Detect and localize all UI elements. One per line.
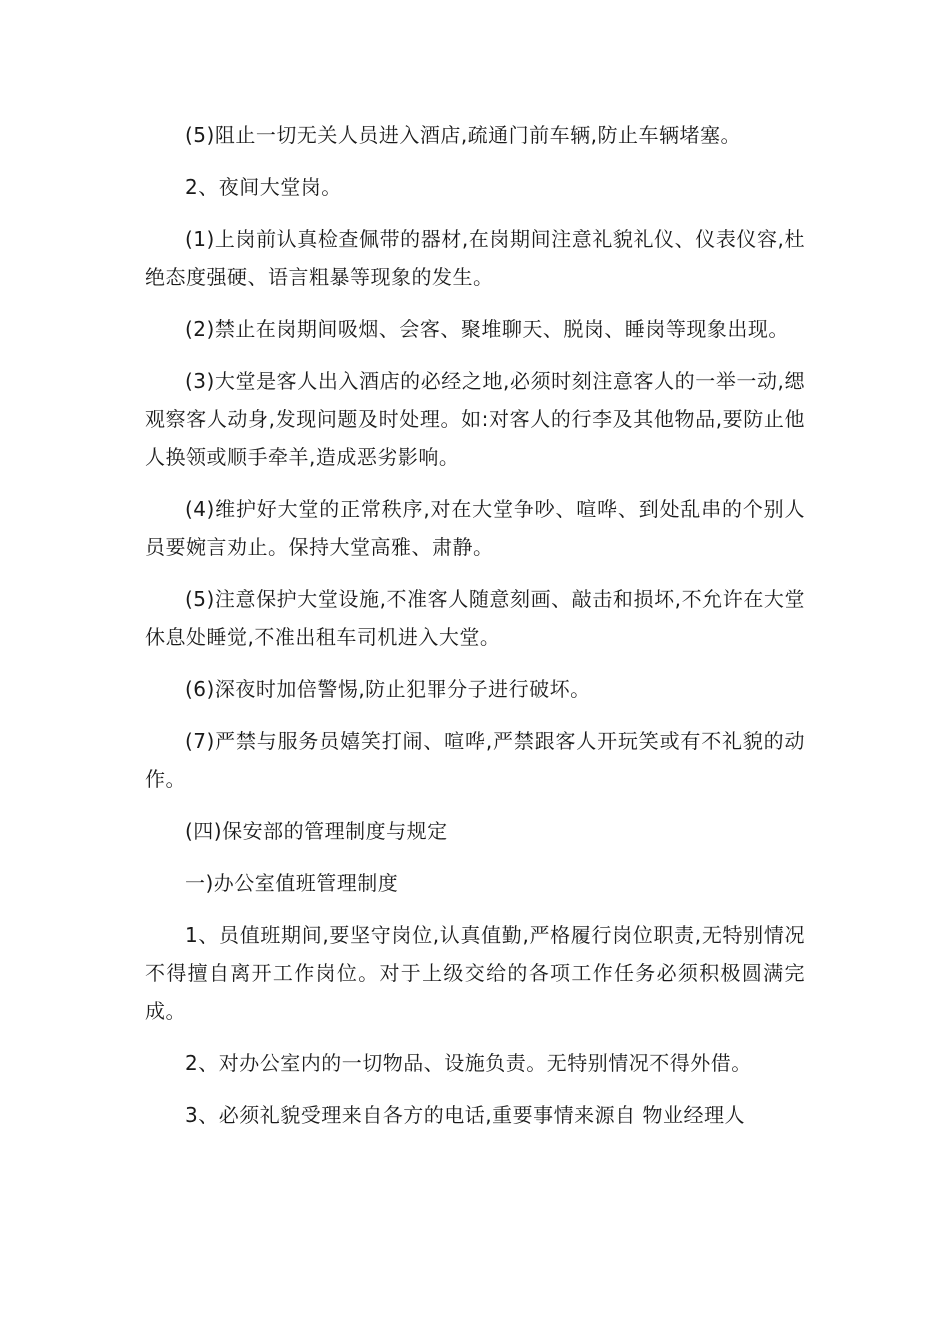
subsection-heading-office-duty: 一)办公室值班管理制度 <box>185 871 399 895</box>
paragraph-lobby-item-5: (5)阻止一切无关人员进入酒店,疏通门前车辆,防止车辆堵塞。 <box>185 123 742 147</box>
paragraph-night-item-7: (7)严禁与服务员嬉笑打闹、喧哗,严禁跟客人开玩笑或有不礼貌的动作。 <box>145 729 805 791</box>
paragraph-duty-rule-3: 3、必须礼貌受理来自各方的电话,重要事情来源自 物业经理人 <box>185 1103 745 1127</box>
section-heading-security-rules: (四)保安部的管理制度与规定 <box>185 819 448 843</box>
paragraph-night-item-3: (3)大堂是客人出入酒店的必经之地,必须时刻注意客人的一举一动,缌观察客人动身,发现问题及时处理。如:对客人的行李及其他物品,要防止他人换领或顺手牵羊,造成恶劣影响。 <box>145 369 805 469</box>
document-body <box>145 116 805 1148</box>
paragraph-night-item-5: (5)注意保护大堂设施,不准客人随意刻画、敲击和损坏,不允许在大堂休息处睡觉,不准出租车司机进入大堂。 <box>145 587 805 649</box>
paragraph-night-lobby-heading: 2、夜间大堂岗。 <box>185 175 342 199</box>
paragraph-duty-rule-1: 1、员值班期间,要坚守岗位,认真值勤,严格履行岗位职责,无特别情况不得擅自离开工作岗位。对于上级交给的各项工作任务必须积极圆满完成。 <box>145 923 805 1023</box>
paragraph-night-item-1: (1)上岗前认真检查佩带的器材,在岗期间注意礼貌礼仪、仪表仪容,杜绝态度强硬、语言粗暴等现象的发生。 <box>145 227 805 289</box>
paragraph-night-item-6: (6)深夜时加倍警惕,防止犯罪分子进行破坏。 <box>185 677 591 701</box>
paragraph-duty-rule-2: 2、对办公室内的一切物品、设施负责。无特别情况不得外借。 <box>185 1051 752 1075</box>
paragraph-night-item-2: (2)禁止在岗期间吸烟、会客、聚堆聊天、脱岗、睡岗等现象出现。 <box>185 317 789 341</box>
paragraph-night-item-4: (4)维护好大堂的正常秩序,对在大堂争吵、喧哗、到处乱串的个别人员要婉言劝止。保持大堂高雅、肃静。 <box>145 497 805 559</box>
